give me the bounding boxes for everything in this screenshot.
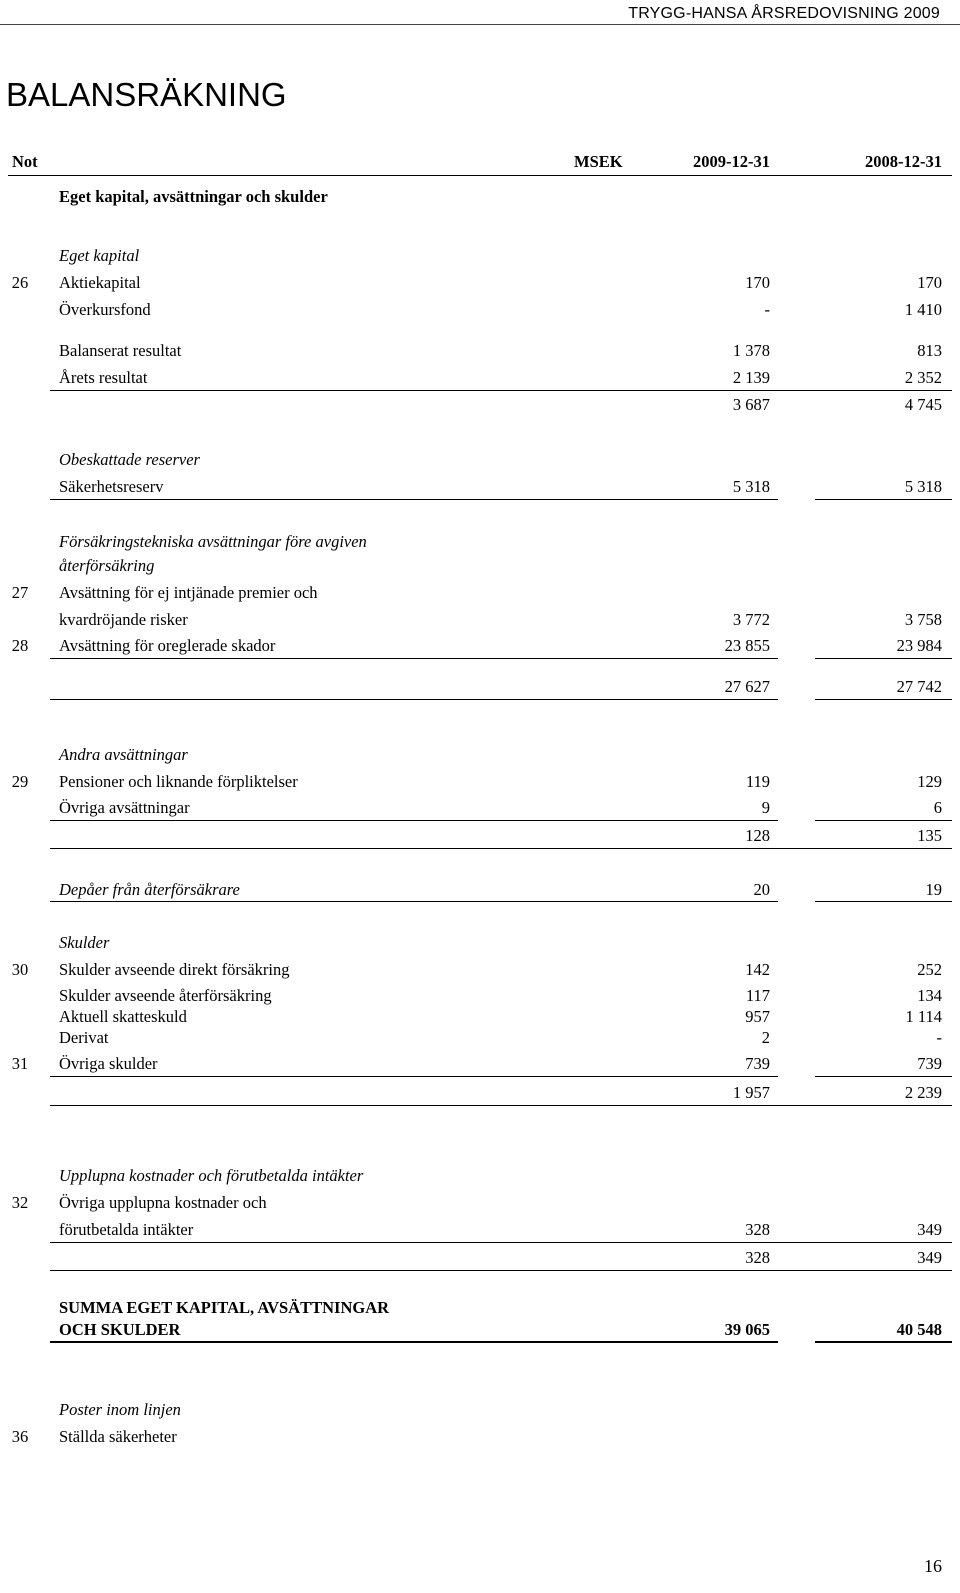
row-value-2008: 349 bbox=[917, 1220, 942, 1239]
row-underline bbox=[50, 820, 778, 821]
row-value-2008: 170 bbox=[917, 273, 942, 292]
row-underline bbox=[50, 1076, 778, 1077]
row-value-2009: 117 bbox=[745, 986, 770, 1005]
row-underline bbox=[50, 1242, 952, 1243]
row-value-2008: - bbox=[936, 1028, 942, 1047]
row-label: Derivat bbox=[59, 1028, 109, 1047]
section-heading: Eget kapital, avsättningar och skulder bbox=[59, 187, 328, 206]
note-number: 30 bbox=[11, 960, 29, 979]
row-label: Pensioner och liknande förpliktelser bbox=[59, 772, 298, 791]
subtotal-2008: 135 bbox=[917, 826, 942, 845]
subtotal-underline bbox=[50, 848, 952, 849]
note-number: 32 bbox=[11, 1193, 29, 1212]
group-heading-eget-kapital: Eget kapital bbox=[59, 246, 140, 265]
row-value-2009: 5 318 bbox=[732, 477, 770, 496]
subtotal-2008: 2 239 bbox=[904, 1083, 942, 1102]
subtotal-underline bbox=[815, 699, 952, 700]
grand-total-underline bbox=[50, 1341, 778, 1343]
row-value-2008: 252 bbox=[917, 960, 942, 979]
row-label: Övriga skulder bbox=[59, 1054, 158, 1073]
row-underline bbox=[815, 901, 952, 902]
row-value-2009: 3 772 bbox=[732, 610, 770, 629]
grand-total-underline bbox=[815, 1341, 952, 1343]
row-label: Årets resultat bbox=[59, 368, 148, 387]
row-value-2009: 170 bbox=[745, 273, 770, 292]
subtotal-2008: 349 bbox=[917, 1248, 942, 1267]
group-heading-upplupna: Upplupna kostnader och förutbetalda intäkter bbox=[59, 1166, 364, 1185]
col-note-header: Not bbox=[12, 152, 38, 171]
subtotal-2008: 27 742 bbox=[896, 677, 942, 696]
row-value-2008: 739 bbox=[917, 1054, 942, 1073]
row-label: Ställda säkerheter bbox=[59, 1427, 177, 1446]
col-2008-header: 2008-12-31 bbox=[865, 152, 942, 171]
row-label-depaer: Depåer från återförsäkrare bbox=[59, 880, 240, 899]
note-number: 28 bbox=[11, 636, 29, 655]
row-label: Skulder avseende direkt försäkring bbox=[59, 960, 290, 979]
row-label: Säkerhetsreserv bbox=[59, 477, 164, 496]
row-value-2008: 2 352 bbox=[904, 368, 942, 387]
row-underline bbox=[50, 658, 778, 659]
group-heading-skulder: Skulder bbox=[59, 933, 110, 952]
subtotal-underline bbox=[50, 699, 778, 700]
row-value-2009: 20 bbox=[753, 880, 770, 899]
row-label: Överkursfond bbox=[59, 300, 151, 319]
subtotal-underline bbox=[50, 1270, 952, 1271]
row-value-2008: 813 bbox=[917, 341, 942, 360]
group-heading-poster: Poster inom linjen bbox=[59, 1400, 181, 1419]
subtotal-2009: 3 687 bbox=[732, 395, 770, 414]
row-value-2008: 6 bbox=[933, 798, 942, 817]
header-underline bbox=[8, 175, 952, 176]
subtotal-2009: 128 bbox=[745, 826, 770, 845]
row-value-2009: 957 bbox=[745, 1007, 770, 1026]
row-underline bbox=[815, 1076, 952, 1077]
note-number: 27 bbox=[11, 583, 29, 602]
group-heading-andra-avsattningar: Andra avsättningar bbox=[59, 745, 188, 764]
note-number: 31 bbox=[11, 1054, 29, 1073]
row-underline bbox=[815, 658, 952, 659]
row-value-2008: 134 bbox=[917, 986, 942, 1005]
row-value-2008: 1 114 bbox=[905, 1007, 942, 1026]
row-value-2009: 2 bbox=[761, 1028, 770, 1047]
row-value-2008: 23 984 bbox=[896, 636, 942, 655]
row-underline bbox=[50, 499, 778, 500]
row-underline bbox=[50, 901, 778, 902]
row-value-2008: 5 318 bbox=[904, 477, 942, 496]
row-value-2009: 9 bbox=[761, 798, 770, 817]
row-label: Aktiekapital bbox=[59, 273, 141, 292]
subtotal-2009: 27 627 bbox=[724, 677, 770, 696]
subtotal-2009: 328 bbox=[745, 1248, 770, 1267]
report-header: TRYGG-HANSA ÅRSREDOVISNING 2009 bbox=[628, 5, 940, 22]
row-value-2008: 19 bbox=[925, 880, 942, 899]
row-value-2008: 3 758 bbox=[904, 610, 942, 629]
row-label-cont: förutbetalda intäkter bbox=[59, 1220, 194, 1239]
col-unit-header: MSEK bbox=[574, 152, 623, 171]
row-value-2009: 1 378 bbox=[732, 341, 770, 360]
grand-total-2008: 40 548 bbox=[896, 1320, 942, 1339]
row-value-2009: 2 139 bbox=[732, 368, 770, 387]
row-label: Avsättning för oreglerade skador bbox=[59, 636, 276, 655]
subtotal-underline bbox=[50, 1105, 952, 1106]
row-label: Aktuell skatteskuld bbox=[59, 1007, 187, 1026]
group-heading-obeskattade: Obeskattade reserver bbox=[59, 450, 200, 469]
row-label: Övriga upplupna kostnader och bbox=[59, 1193, 267, 1212]
row-value-2009: 142 bbox=[745, 960, 770, 979]
page-number: 16 bbox=[924, 1556, 942, 1576]
row-label: Övriga avsättningar bbox=[59, 798, 190, 817]
page-title: BALANSRÄKNING bbox=[6, 76, 287, 113]
row-value-2009: 119 bbox=[745, 772, 770, 791]
note-number: 26 bbox=[11, 273, 29, 292]
note-number: 36 bbox=[11, 1427, 29, 1446]
subtotal-2009: 1 957 bbox=[732, 1083, 770, 1102]
row-value-2009: 328 bbox=[745, 1220, 770, 1239]
row-underline bbox=[815, 499, 952, 500]
row-value-2009: - bbox=[764, 300, 770, 319]
row-value-2009: 739 bbox=[745, 1054, 770, 1073]
row-value-2008: 129 bbox=[917, 772, 942, 791]
row-value-2008: 1 410 bbox=[904, 300, 942, 319]
row-value-2009: 23 855 bbox=[724, 636, 770, 655]
header-rule bbox=[0, 24, 960, 25]
grand-total-2009: 39 065 bbox=[724, 1320, 770, 1339]
subtotal-rule bbox=[50, 390, 952, 391]
col-2009-header: 2009-12-31 bbox=[693, 152, 770, 171]
group-heading-forsakringstekniska-cont: återförsäkring bbox=[59, 556, 155, 575]
row-label-cont: kvardröjande risker bbox=[59, 610, 188, 629]
note-number: 29 bbox=[11, 772, 29, 791]
grand-total-label-cont: OCH SKULDER bbox=[59, 1320, 181, 1339]
grand-total-label: SUMMA EGET KAPITAL, AVSÄTTNINGAR bbox=[59, 1298, 390, 1317]
row-label: Avsättning för ej intjänade premier och bbox=[59, 583, 318, 602]
row-label: Balanserat resultat bbox=[59, 341, 182, 360]
subtotal-2008: 4 745 bbox=[904, 395, 942, 414]
row-label: Skulder avseende återförsäkring bbox=[59, 986, 272, 1005]
group-heading-forsakringstekniska: Försäkringstekniska avsättningar före avgiven bbox=[59, 532, 367, 551]
row-underline bbox=[815, 820, 952, 821]
